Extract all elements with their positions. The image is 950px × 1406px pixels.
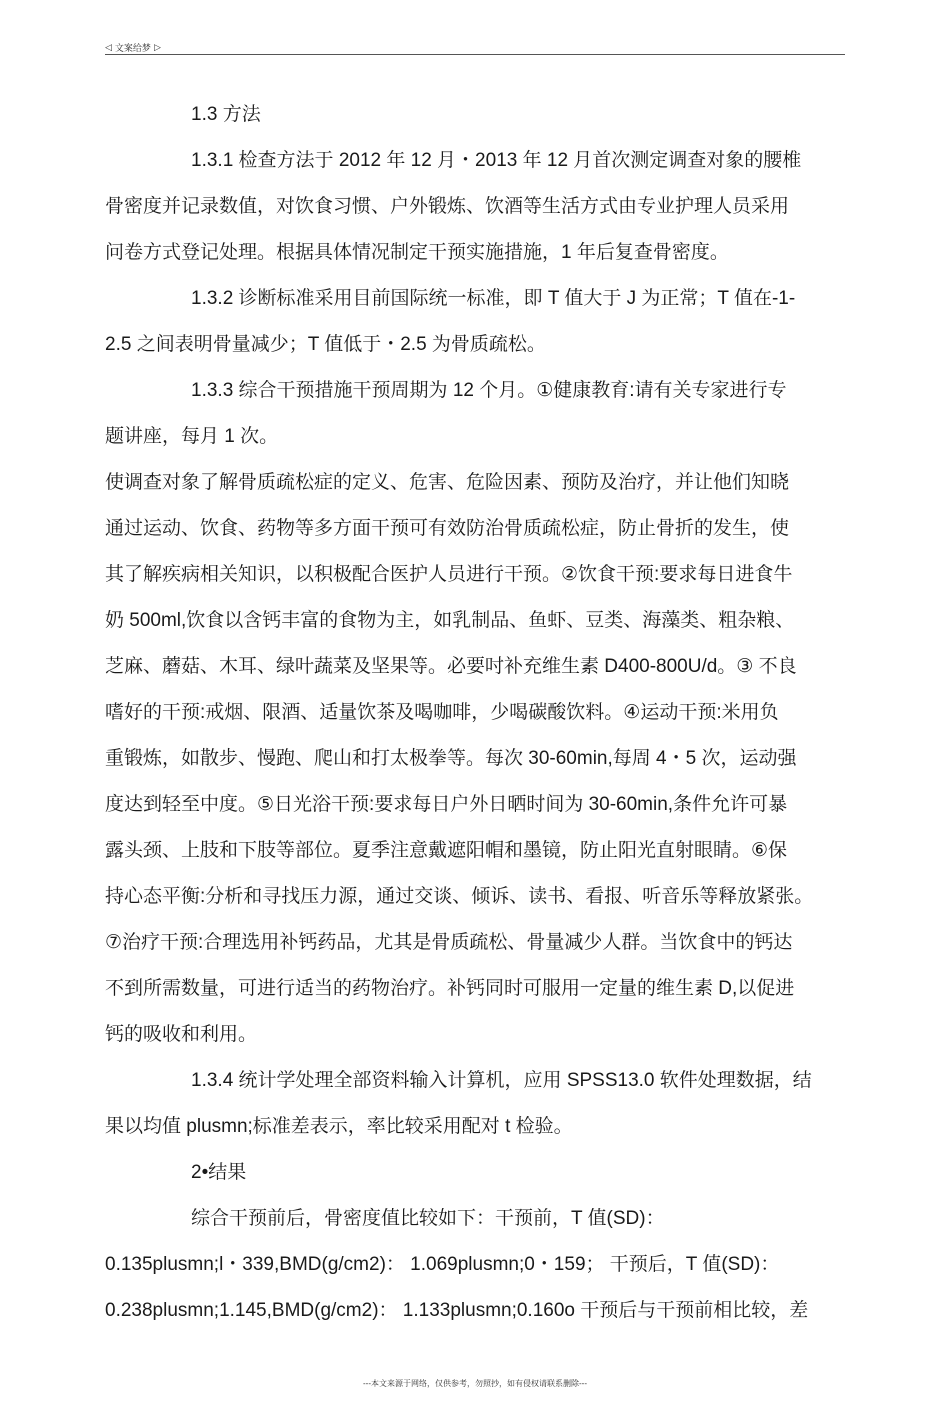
paragraph-line: 其了解疾病相关知识，以积极配合医护人员进行干预。②饮食干预:要求每日进食牛 — [105, 564, 793, 585]
paragraph-line: 果以均值 plusmn;标准差表示，率比较采用配对 t 检验。 — [105, 1116, 573, 1137]
paragraph-line: 露头颈、上肢和下肢等部位。夏季注意戴遮阳帽和墨镜，防止阳光直射眼睛。⑥保 — [105, 840, 788, 861]
paragraph-line: 0.135plusmn;l・339,BMD(g/cm2)： 1.069plusmn;0・159； 干预后，T 值(SD)： — [105, 1254, 780, 1275]
paragraph-line: 通过运动、饮食、药物等多方面干预可有效防治骨质疏松症，防止骨折的发生，使 — [105, 518, 790, 539]
paragraph-line: 综合干预前后，骨密度值比较如下：干预前，T 值(SD)： — [191, 1208, 665, 1229]
paragraph-line: 芝麻、蘑菇、木耳、绿叶蔬菜及坚果等。必要吋补充维生素 D400-800U/d。③ 不良 — [105, 656, 797, 677]
header-divider — [105, 54, 845, 55]
paragraph-line: 度达到轻至中度。⑤日光浴干预:要求每日户外日晒时间为 30-60min,条件允许可暴 — [105, 794, 788, 815]
paragraph-line: ⑦治疗干预:合理选用补钙药品，尤其是骨质疏松、骨量减少人群。当饮食中的钙达 — [105, 932, 793, 953]
paragraph-line: 持心态平衡:分析和寻找压力源，通过交谈、倾诉、读书、看报、听音乐等释放紧张。 — [105, 886, 814, 907]
paragraph-line: 使调查对象了解骨质疏松症的定义、危害、危险因素、预防及治疗，并让他们知晓 — [105, 472, 790, 493]
paragraph-line: 不到所需数量，可进行适当的药物治疗。补钙同时可服用一定量的维生素 D,以促进 — [105, 978, 795, 999]
paragraph-line: 嗜好的干预:戒烟、限酒、适量饮茶及喝咖啡，少喝碳酸饮料。④运动干预:米用负 — [105, 702, 779, 723]
page-header — [105, 40, 845, 54]
paragraph-line: 1.3.4 统计学处理全部资料输入计算机，应用 SPSS13.0 软件处理数据，结 — [191, 1070, 812, 1091]
section-heading: 1.3 方法 — [191, 104, 261, 125]
paragraph-line: 骨密度并记录数值，对饮食习惯、户外锻炼、饮酒等生活方式由专业护理人员采用 — [105, 196, 790, 217]
paragraph-line: 问卷方式登记处理。根据具体情况制定干预实施措施，1 年后复查骨密度。 — [105, 242, 729, 263]
header-title: 文案给梦 — [114, 42, 151, 53]
section-heading: 2•结果 — [191, 1162, 247, 1183]
paragraph-line: 题讲座，每月 1 次。 — [105, 426, 279, 447]
paragraph-line: 奶 500ml,饮食以含钙丰富的食物为主，如乳制品、鱼虾、豆类、海藻类、粗杂粮、 — [105, 610, 795, 631]
paragraph-line: 0.238plusmn;1.145,BMD(g/cm2)： 1.133plusmn;0.160o 干预后与干预前相比较，差 — [105, 1300, 809, 1321]
triangle-left-icon: ◁ — [105, 41, 112, 52]
paragraph-line: 1.3.1 检查方法于 2012 年 12 月・2013 年 12 月首次测定调查对象的腰椎 — [191, 150, 802, 171]
paragraph-line: 重锻炼，如散步、慢跑、爬山和打太极拳等。每次 30-60min,每周 4・5 次，运动强 — [105, 748, 797, 769]
paragraph-line: 1.3.3 综合干预措施干预周期为 12 个月。①健康教育:请有关专家进行专 — [191, 380, 787, 401]
paragraph-line: 1.3.2 诊断标准采用目前国际统一标准，即 T 值大于 J 为正常；T 值在-1- — [191, 288, 796, 309]
paragraph-line: 钙的吸收和利用。 — [105, 1024, 258, 1045]
triangle-right-icon: ▷ — [153, 41, 161, 52]
document-body — [105, 92, 860, 1334]
page-footer: ---本文来源于网络，仅供参考，勿照抄，如有侵权请联系删除--- — [363, 1379, 587, 1388]
paragraph-line: 2.5 之间表明骨量减少；T 值低于・2.5 为骨质疏松。 — [105, 334, 546, 355]
